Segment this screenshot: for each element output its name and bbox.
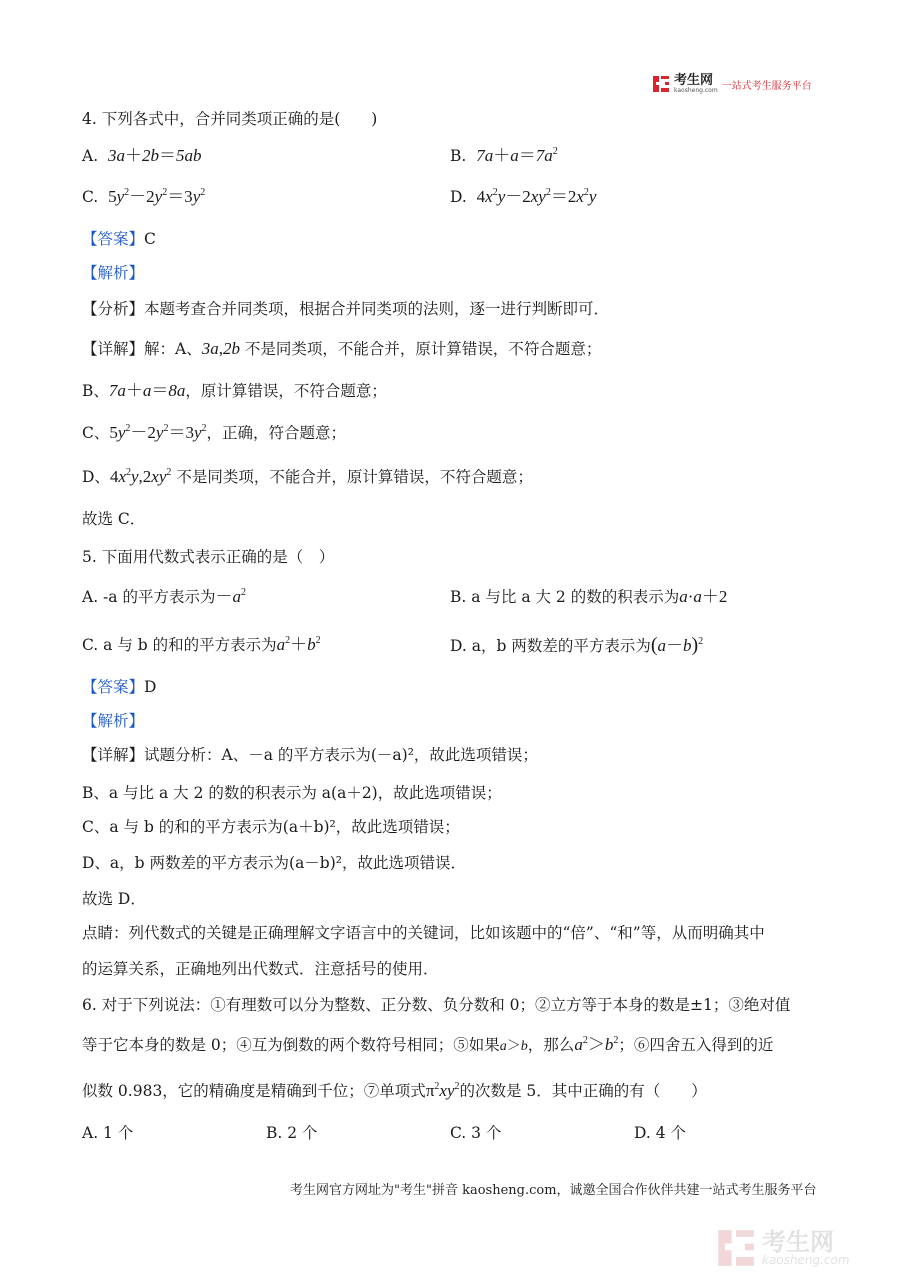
q6-option-b: B. 2 个 — [266, 1124, 318, 1142]
q4-detail-b-prefix: B、 — [82, 382, 109, 400]
q5-answer-tag: 【答案】 — [82, 678, 145, 696]
q5-option-a-text: A. -a 的平方表示为 — [82, 588, 216, 606]
watermark-name: 考生网 — [762, 1228, 834, 1256]
q5-answer-value: D — [144, 678, 157, 696]
q5-detail-1: 【详解】试题分析：A、－a 的平方表示为(－a)²，故此选项错误； — [82, 746, 538, 764]
q5-answer — [82, 676, 156, 698]
q4-stem: 4. 下列各式中，合并同类项正确的是( ) — [82, 110, 378, 128]
q4-detail-d: D、$4x^2y,2xy^2$ 不是同类项，不能合并，原计算错误，不符合题意； — [82, 467, 533, 486]
q4-detail-d-tail: 不是同类项，不能合并，原计算错误，不符合题意； — [176, 468, 533, 486]
q5-option-d: D. a，b 两数差的平方表示为$(a-b)^2$ — [450, 634, 704, 656]
q6-line-3-b: 的次数是 5．其中正确的有（ ） — [459, 1082, 707, 1100]
q5-detail-2: B、a 与比 a 大 2 的数的积表示为 a(a＋2)，故此选项错误； — [82, 784, 502, 802]
q6-line-2-b: ，那么 — [527, 1036, 575, 1054]
q5-detail-3: C、a 与 b 的和的平方表示为(a＋b)²，故此选项错误； — [82, 818, 460, 836]
logo-site: kaosheng.com — [674, 86, 718, 94]
q4-option-d-label: D. — [450, 188, 467, 206]
q5-option-c-text: C. a 与 b 的和的平方表示为 — [82, 636, 277, 654]
page-footer: 考生网官方网址为"考生"拼音 kaosheng.com，诚邀全国合作伙伴共建一站式考生服务平台 — [290, 1183, 817, 1198]
q4-detail-a-prefix: 【详解】解：A、 — [82, 340, 202, 358]
q5-option-b: B. a 与比 a 大 2 的数的积表示为a·a＋2 — [450, 587, 728, 606]
q4-detail-c-prefix: C、 — [82, 424, 110, 442]
q4-detail-b: B、7a＋a＝8a，原计算错误，不符合题意； — [82, 381, 387, 400]
q4-detail-c-tail: ，正确，符合题意； — [206, 424, 347, 442]
header-logo — [652, 73, 812, 95]
q4-option-b-label: B. — [450, 147, 467, 165]
q4-jiexi-tag: 【解析】 — [82, 264, 145, 282]
q6-option-d: D. 4 个 — [634, 1124, 687, 1142]
q4-detail-b-tail: ，原计算错误，不符合题意； — [185, 382, 387, 400]
q5-option-c: C. a 与 b 的和的平方表示为$a^2+b^2$ — [82, 635, 321, 654]
q6-option-a: A. 1 个 — [82, 1124, 134, 1142]
q4-answer-tag: 【答案】 — [82, 230, 145, 248]
q6-line-2: 等于它本身的数是 0；④互为倒数的两个数符号相同；⑤如果a＞b，那么$a^2>b^2$；⑥四舍五入得到的近 — [82, 1035, 774, 1054]
q4-answer-value: C — [144, 230, 156, 248]
q5-jiexi-tag: 【解析】 — [82, 712, 145, 730]
q6-line-3: 似数 0.983，它的精确度是精确到千位；⑦单项式$\pi^2xy^2$的次数是 5．其中正确的有（ ） — [82, 1081, 707, 1100]
q4-option-b: B. $7a+a=7a^2$ — [450, 146, 558, 165]
q5-note-line-2: 的运算关系，正确地列出代数式．注意括号的使用． — [82, 960, 439, 978]
q4-detail-c: C、$5y^2-2y^2=3y^2$，正确，符合题意； — [82, 423, 347, 442]
q4-detail-a: 【详解】解：A、3a,2b 不是同类项，不能合并，原计算错误，不符合题意； — [82, 339, 602, 358]
q5-note-line-1: 点睛：列代数式的关键是正确理解文字语言中的关键词，比如该题中的“倍”、“和”等，从而明确其中 — [82, 924, 765, 942]
q4-option-c: C. $5y^2-2y^2=3y^2$ — [82, 187, 206, 206]
q4-option-a: A. 3a＋2b＝5ab — [82, 146, 202, 165]
q4-answer — [82, 228, 156, 250]
q6-option-c: C. 3 个 — [450, 1124, 502, 1142]
q6-line-3-a: 似数 0.983，它的精确度是精确到千位；⑦单项式 — [82, 1082, 426, 1100]
q4-analysis: 【分析】本题考查合并同类项，根据合并同类项的法则，逐一进行判断即可． — [82, 300, 610, 318]
q4-option-c-label: C. — [82, 188, 99, 206]
q6-line-1: 6. 对于下列说法：①有理数可以分为整数、正分数、负分数和 0；②立方等于本身的数是±1；③绝对值 — [82, 996, 791, 1014]
q6-line-2-c: ；⑥四舍五入得到的近 — [618, 1036, 774, 1054]
kaosheng-logo-icon — [652, 75, 670, 93]
q4-detail-d-prefix: D、 — [82, 468, 110, 486]
q5-option-d-text: D. a，b 两数差的平方表示为 — [450, 637, 651, 655]
q4-detail-a-tail: 不是同类项，不能合并，原计算错误，不符合题意； — [244, 340, 602, 358]
logo-name: 考生网 — [674, 72, 714, 88]
q4-option-d: D. $4x^2y-2xy^2=2x^2y$ — [450, 187, 597, 206]
watermark-site: kaosheng.com — [762, 1253, 850, 1267]
watermark — [716, 1228, 886, 1268]
q5-option-b-text: B. a 与比 a 大 2 的数的积表示为 — [450, 588, 680, 606]
q4-conclusion: 故选 C． — [82, 510, 146, 528]
q4-option-a-label: A. — [82, 147, 99, 165]
logo-slogan: 一站式考生服务平台 — [721, 80, 812, 92]
q6-line-2-a: 等于它本身的数是 0；④互为倒数的两个数符号相同；⑤如果 — [82, 1036, 500, 1054]
q5-conclusion: 故选 D． — [82, 890, 146, 908]
q5-detail-4: D、a，b 两数差的平方表示为(a－b)²，故此选项错误． — [82, 854, 466, 872]
q5-option-a: A. -a 的平方表示为$-a^2$ — [82, 587, 246, 606]
q5-stem: 5. 下面用代数式表示正确的是（ ） — [82, 548, 335, 566]
watermark-logo-icon — [716, 1228, 756, 1268]
